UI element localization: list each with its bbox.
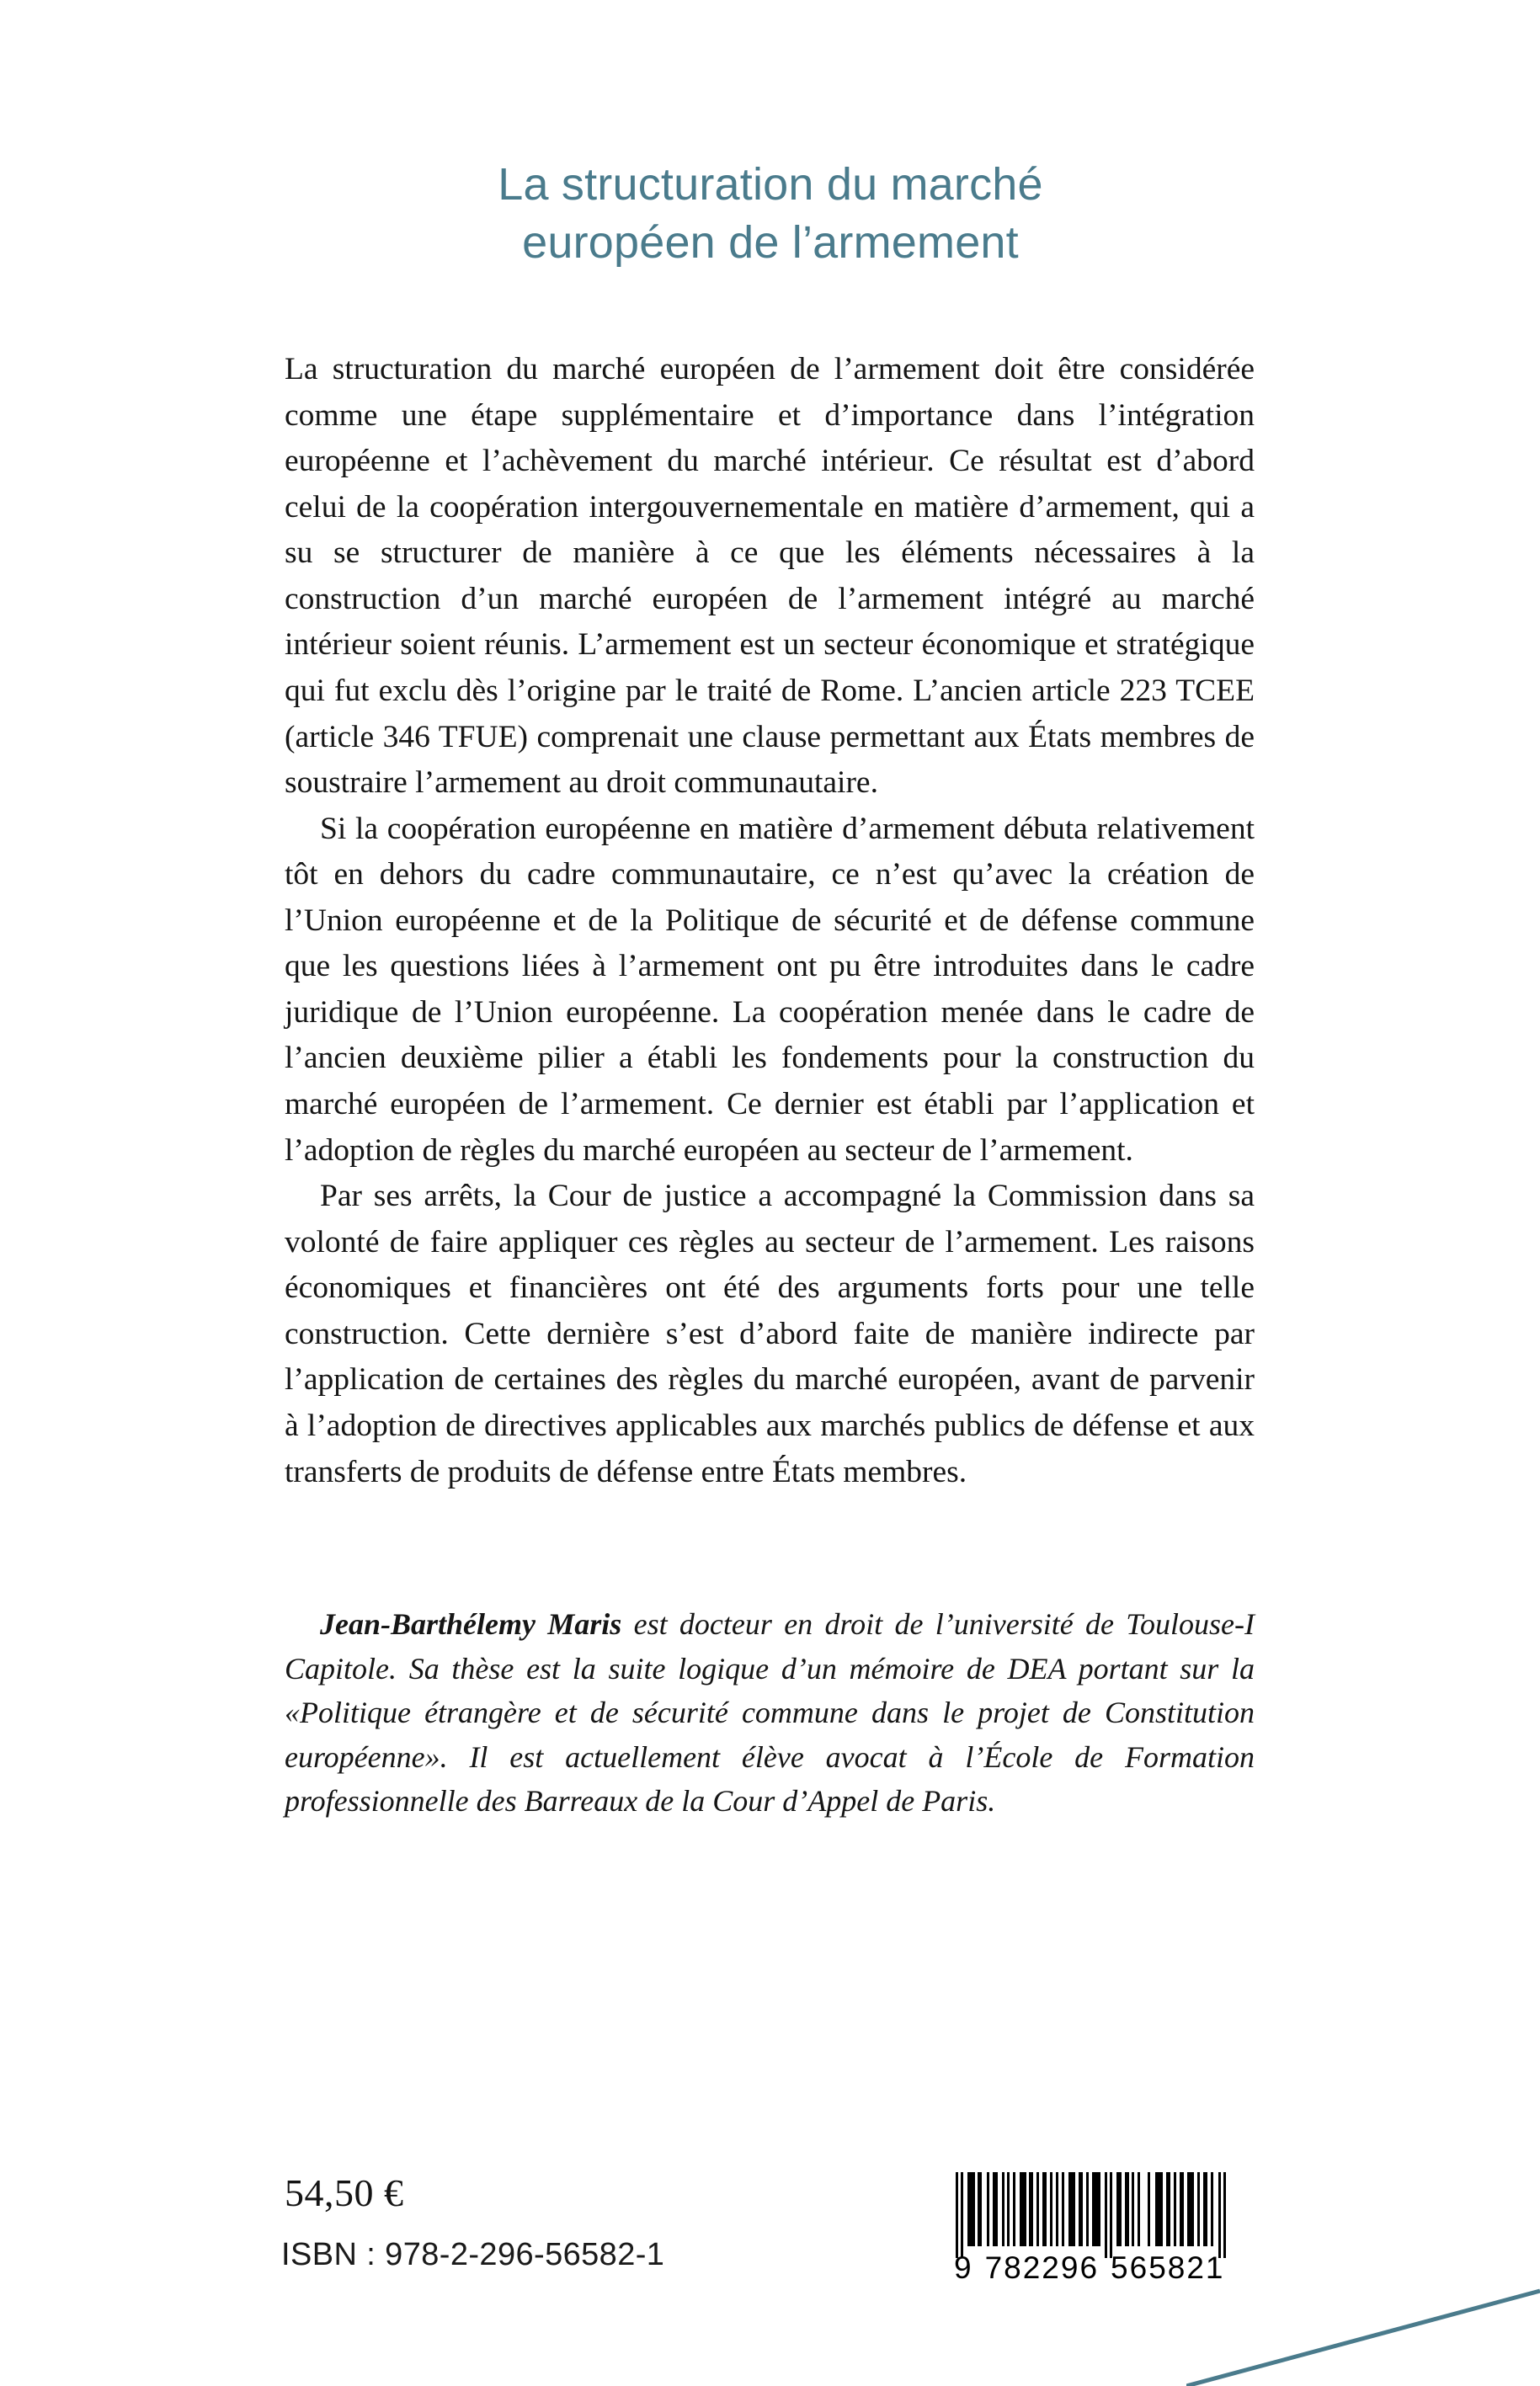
author-biography-paragraph [285, 1602, 1255, 1824]
barcode-left-group: 782296 [984, 2250, 1100, 2285]
author-name: Jean-Barthélemy Maris [320, 1607, 622, 1641]
blurb-paragraph: Par ses arrêts, la Cour de justice a accompagné la Commission dans sa volonté de faire appliquer ces règles au secteur de l’armement. Les raisons économiques et financières ont été des arguments forts pour une telle construction. Cette dernière s’est d’abord faite de manière indirecte par l’application de certaines des règles du marché européen, avant de parvenir à l’adoption de directives applicables aux marchés publics de défense et aux transferts de produits de défense entre États membres. [285, 1179, 1255, 1489]
barcode [954, 2172, 1232, 2286]
barcode-digits [954, 2250, 1232, 2287]
blurb-paragraph: La structuration du marché européen de l’armement doit être considérée comme une étape supplémentaire et d’importance dans l’intégration européenne et l’achèvement du marché intérieur. Ce résultat est d’abord celui de la coopération intergouvernementale en matière d’armement, qui a su se structurer de manière à ce que les éléments nécessaires à la construction d’un marché européen de l’armement intégré au marché intérieur soient réunis. L’armement est un secteur économique et stratégique qui fut exclu dès l’origine par le traité de Rome. L’ancien article 223 TCEE (article 346 TFUE) comprenait une clause permettant aux États membres de soustraire l’armement au droit communautaire. [285, 352, 1255, 801]
barcode-bars-icon [954, 2172, 1232, 2258]
page-title-line-2: européen de l’armement [522, 217, 1019, 269]
price-label: 54,50 € [285, 2171, 404, 2214]
barcode-right-group: 565821 [1111, 2250, 1225, 2285]
blurb-text [285, 347, 1255, 1495]
barcode-lead-digit: 9 [954, 2250, 973, 2285]
author-biography-body: est docteur en droit de l’université de Toulouse-I Capitole. Sa thèse est la suite logique d’un mémoire de DEA portant sur la «Politique étrangère et de sécurité commune dans le projet de Constitution européenne». Il est actuellement élève avocat à l’École de Formation professionnelle des Barreaux de la Cour d’Appel de Paris. [285, 1607, 1255, 1819]
author-biography [285, 1602, 1255, 1824]
page-title [278, 156, 1263, 272]
blurb-paragraph: Si la coopération européenne en matière d’armement débuta relativement tôt en dehors du cadre communautaire, ce n’est qu’avec la création de l’Union européenne et de la Politique de sécurité et de défense commune que les questions liées à l’armement ont pu être introduites dans le cadre juridique de l’Union européenne. La coopération menée dans le cadre de l’ancien deuxième pilier a établi les fondements pour la construction du marché européen de l’armement. Ce dernier est établi par l’application et l’adoption de règles du marché européen au secteur de l’armement. [285, 811, 1255, 1168]
page-title-line-1: La structuration du marché [498, 159, 1043, 210]
isbn-label: ISBN : 978-2-296-56582-1 [281, 2237, 665, 2272]
corner-diagonal-rule [1186, 2146, 1540, 2386]
